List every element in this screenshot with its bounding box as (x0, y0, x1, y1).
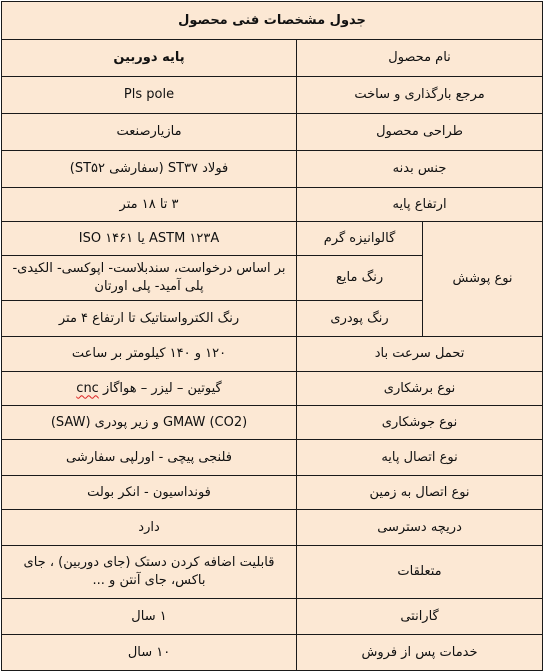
after-sales-label: خدمات پس از فروش (297, 635, 543, 671)
accessories-label: متعلقات (297, 546, 543, 599)
spec-table (1, 1, 543, 671)
wind-speed-value: ۱۲۰ و ۱۴۰ کیلومتر بر ساعت (2, 337, 297, 372)
design-reference-text: Pls pole (123, 87, 175, 103)
product-design-value: مازیارصنعت (2, 114, 297, 151)
wind-speed-label: تحمل سرعت باد (297, 337, 543, 372)
coating-liquid-value: بر اساس درخواست، سندبلاست- اپوکسی- الکیدی- پلی آمید- پلی اورتان (2, 256, 297, 301)
cutting-type-cnc: cnc (76, 380, 99, 396)
accessories-value: قابلیت اضافه کردن دستک (جای دوربین) ، جای باکس، جای آنتن و ... (2, 546, 297, 599)
pole-connection-label: نوع اتصال پایه (297, 440, 543, 476)
warranty-value: ۱ سال (2, 599, 297, 635)
product-name-label: نام محصول (297, 40, 543, 77)
after-sales-value: ۱۰ سال (2, 635, 297, 671)
design-reference-value (2, 77, 297, 114)
welding-type-label: نوع جوشکاری (297, 406, 543, 440)
cutting-type-value (2, 372, 297, 406)
ground-connection-label: نوع اتصال به زمین (297, 476, 543, 510)
design-reference-label: مرجع بارگذاری و ساخت (297, 77, 543, 114)
coating-label: نوع پوشش (423, 222, 543, 337)
ground-connection-value: فونداسیون - انکر بولت (2, 476, 297, 510)
pole-height-value: ۳ تا ۱۸ متر (2, 188, 297, 222)
warranty-label: گارانتی (297, 599, 543, 635)
coating-liquid-label: رنگ مایع (297, 256, 423, 301)
coating-galvanized-label: گالوانیزه گرم (297, 222, 423, 256)
body-material-value: فولاد ST۳۷ (سفارشی ST۵۲) (2, 151, 297, 188)
coating-galvanized-value: ASTM ۱۲۳A یا ISO ۱۴۶۱ (2, 222, 297, 256)
product-name-value: پایه دوربین (2, 40, 297, 77)
pole-connection-value: فلنجی پیچی - اورلپی سفارشی (2, 440, 297, 476)
access-hatch-label: دریچه دسترسی (297, 510, 543, 546)
cutting-type-label: نوع برشکاری (297, 372, 543, 406)
coating-powder-value: رنگ الکترواستاتیک تا ارتفاع ۴ متر (2, 301, 297, 337)
table-title: جدول مشخصات فنی محصول (2, 2, 543, 40)
access-hatch-value: دارد (2, 510, 297, 546)
product-design-label: طراحی محصول (297, 114, 543, 151)
pole-height-label: ارتفاع پایه (297, 188, 543, 222)
welding-type-value: GMAW (CO2) و زیر پودری (SAW) (2, 406, 297, 440)
coating-powder-label: رنگ پودری (297, 301, 423, 337)
body-material-label: جنس بدنه (297, 151, 543, 188)
cutting-type-text: گیوتین – لیزر – هواگاز (98, 380, 222, 396)
